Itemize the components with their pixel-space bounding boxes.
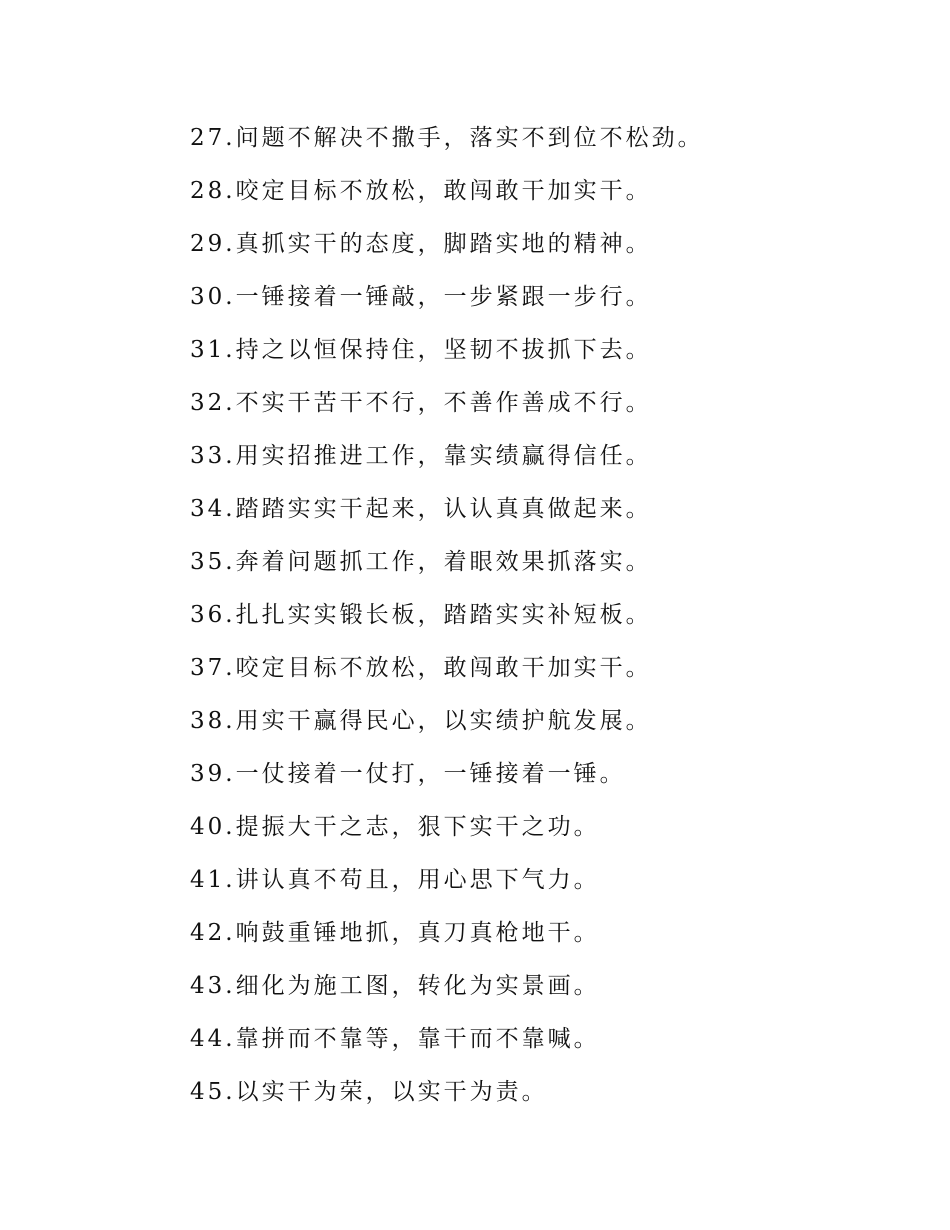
slogan-line-45: 45.以实干为荣，以实干为责。 <box>190 1079 548 1105</box>
slogan-line-38: 38.用实干赢得民心，以实绩护航发展。 <box>190 708 652 734</box>
slogan-line-42: 42.响鼓重锤地抓，真刀真枪地干。 <box>190 920 600 946</box>
slogan-list <box>190 118 910 1125</box>
slogan-line-41: 41.讲认真不苟且，用心思下气力。 <box>190 867 600 893</box>
slogan-line-37: 37.咬定目标不放松，敢闯敢干加实干。 <box>190 655 652 681</box>
slogan-line-43: 43.细化为施工图，转化为实景画。 <box>190 973 600 999</box>
slogan-line-34: 34.踏踏实实干起来，认认真真做起来。 <box>190 496 652 522</box>
slogan-line-30: 30.一锤接着一锤敲，一步紧跟一步行。 <box>190 284 652 310</box>
slogan-line-39: 39.一仗接着一仗打，一锤接着一锤。 <box>190 761 626 787</box>
slogan-line-31: 31.持之以恒保持住，坚韧不拔抓下去。 <box>190 337 652 363</box>
slogan-line-44: 44.靠拼而不靠等，靠干而不靠喊。 <box>190 1026 600 1052</box>
slogan-line-36: 36.扎扎实实锻长板，踏踏实实补短板。 <box>190 602 652 628</box>
slogan-line-40: 40.提振大干之志，狠下实干之功。 <box>190 814 600 840</box>
slogan-line-28: 28.咬定目标不放松，敢闯敢干加实干。 <box>190 178 652 204</box>
slogan-line-32: 32.不实干苦干不行，不善作善成不行。 <box>190 390 652 416</box>
slogan-line-35: 35.奔着问题抓工作，着眼效果抓落实。 <box>190 549 652 575</box>
slogan-line-29: 29.真抓实干的态度，脚踏实地的精神。 <box>190 231 652 257</box>
slogan-line-33: 33.用实招推进工作，靠实绩赢得信任。 <box>190 443 652 469</box>
slogan-line-27: 27.问题不解决不撒手，落实不到位不松劲。 <box>190 125 704 151</box>
